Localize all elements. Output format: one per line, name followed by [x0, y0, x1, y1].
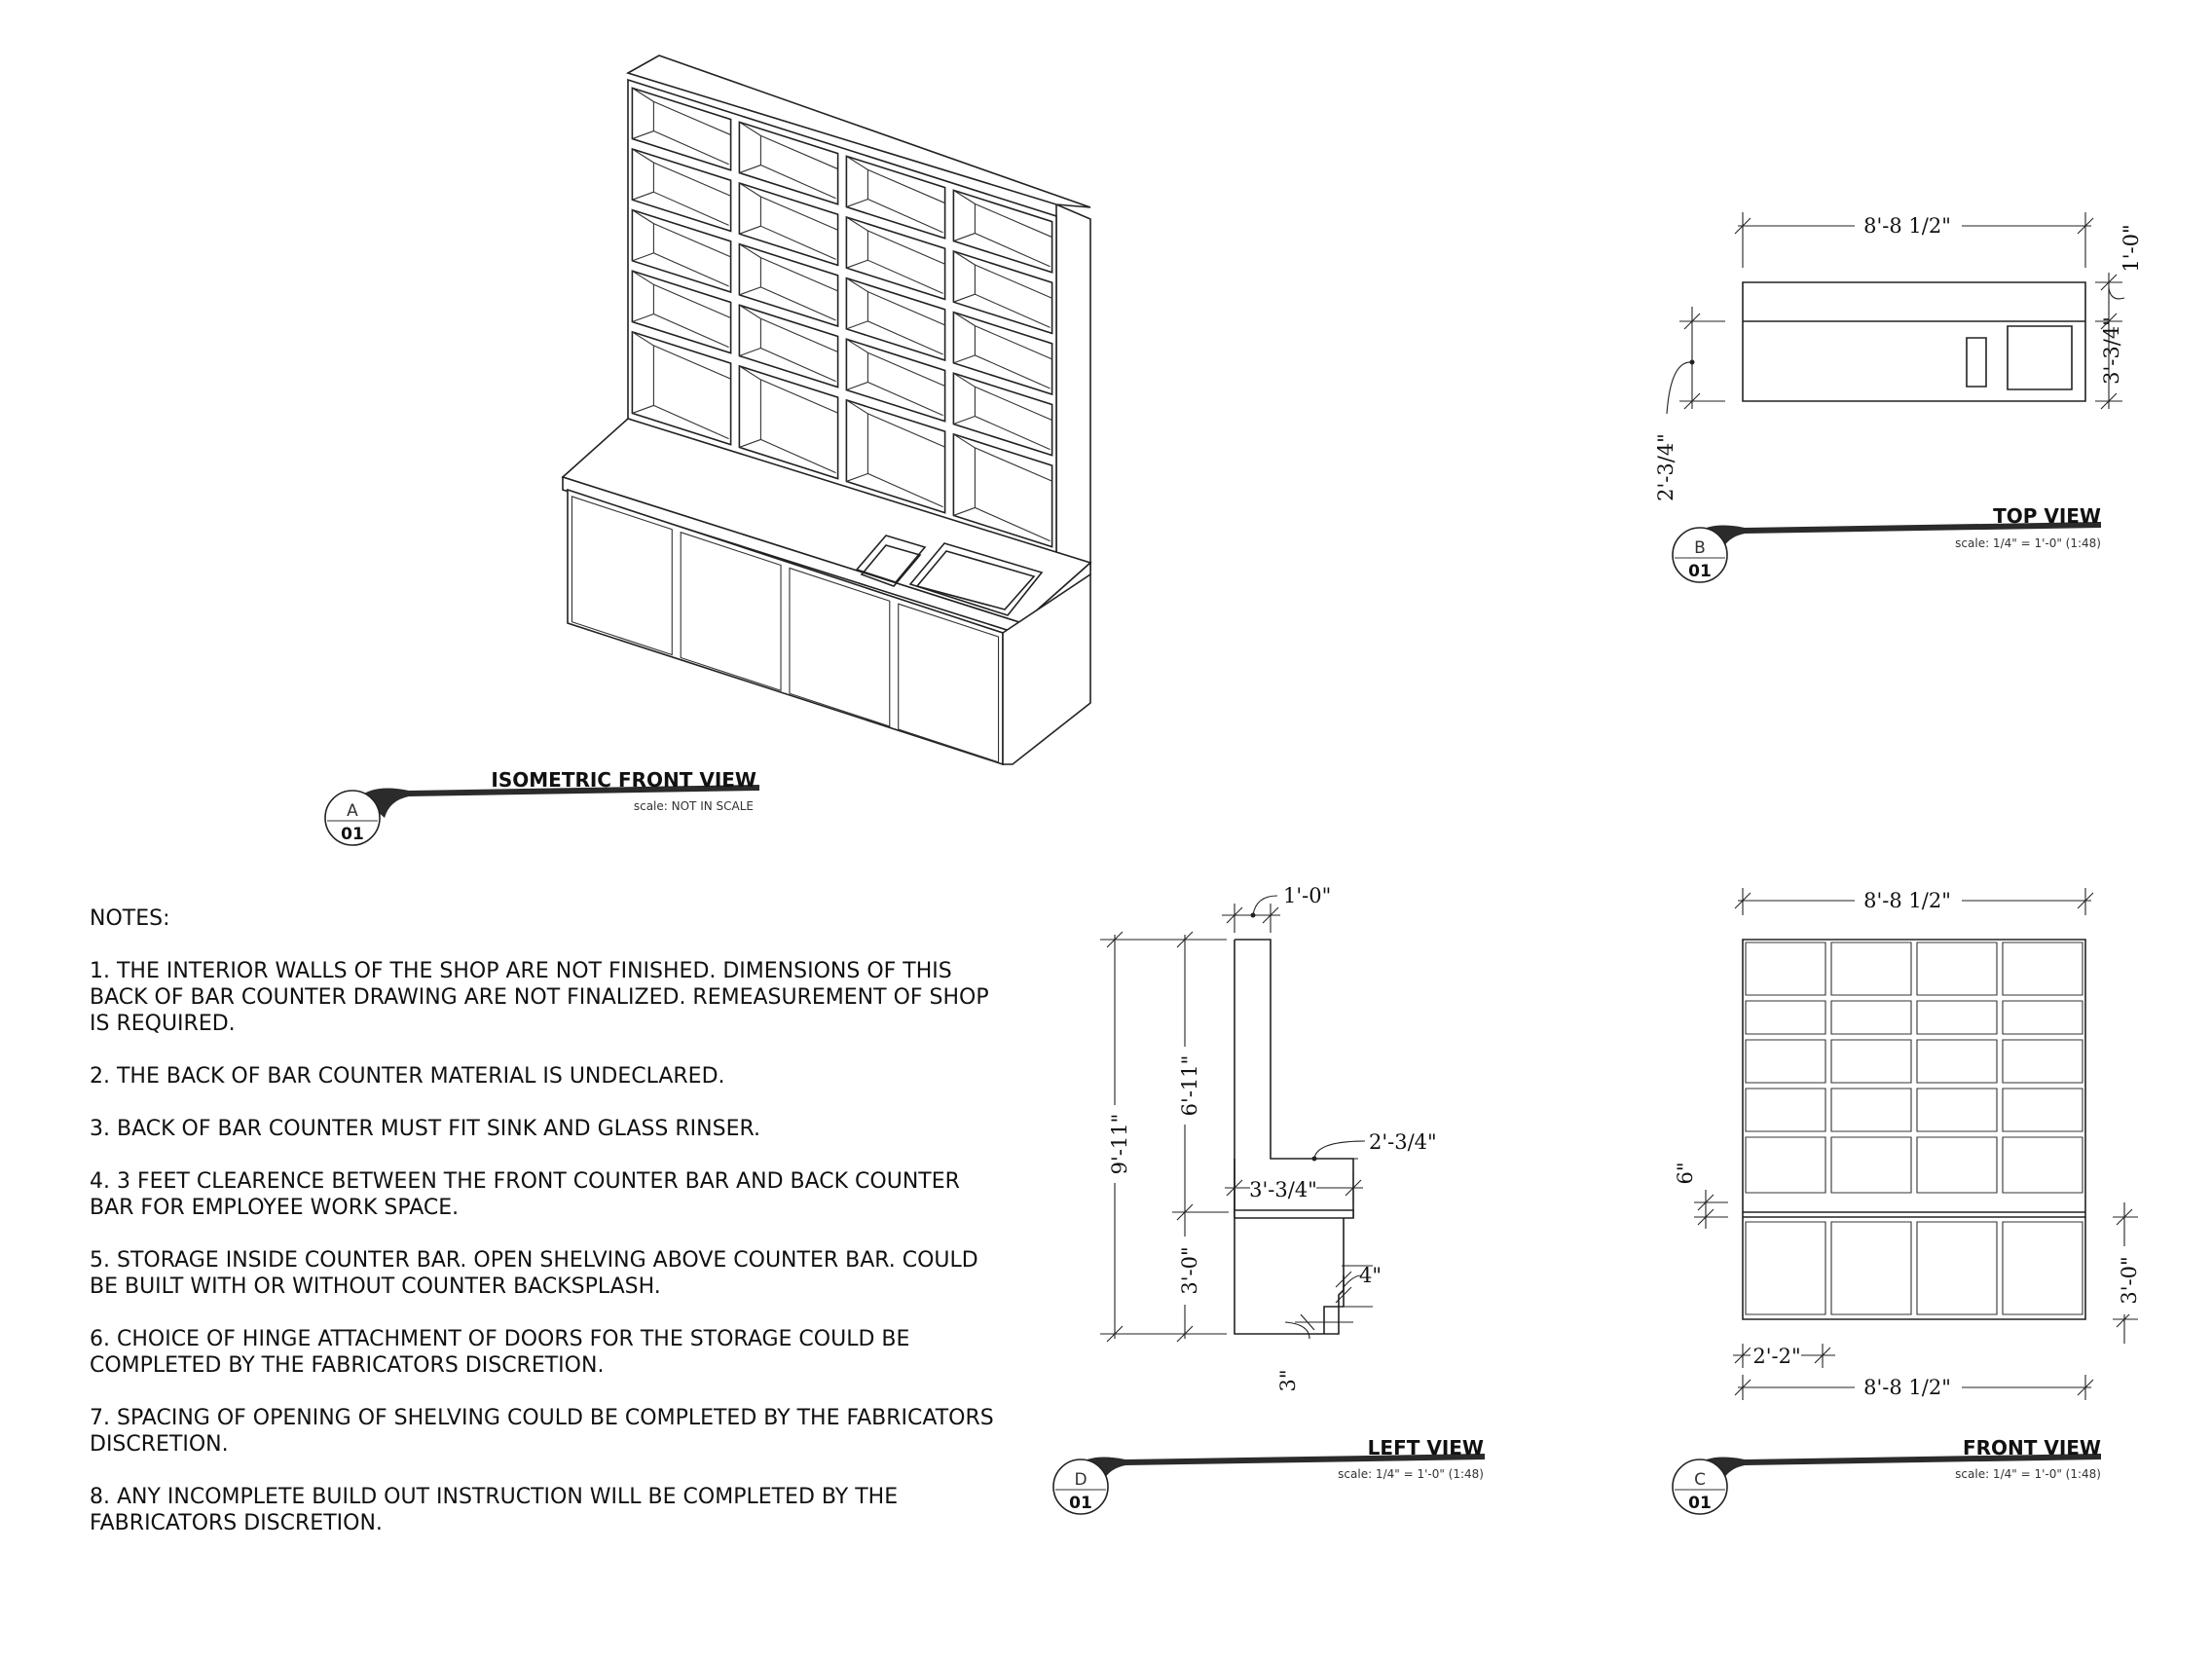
front-view-title: FRONT VIEW — [1962, 1436, 2101, 1459]
top-dim-depth: 1'-0" — [2120, 224, 2143, 273]
left-dim-counter-height: 3'-0" — [1178, 1246, 1201, 1295]
left-title-block — [1053, 1436, 1485, 1514]
note-item: 5. STORAGE INSIDE COUNTER BAR. OPEN SHELVING ABOVE COUNTER BAR. COULD BE BUILT WITH OR WITHOUT COUNTER BACKSPLASH. — [90, 1248, 978, 1299]
iso-view-title: ISOMETRIC FRONT VIEW — [491, 768, 756, 792]
left-dim-toe-height: 4" — [1359, 1264, 1382, 1287]
note-item: 4. 3 FEET CLEARENCE BETWEEN THE FRONT COUNTER BAR AND BACK COUNTER BAR FOR EMPLOYEE WORK SPACE. — [90, 1169, 960, 1220]
note-item: 7. SPACING OF OPENING OF SHELVING COULD BE COMPLETED BY THE FABRICATORS DISCRETION. — [90, 1406, 994, 1457]
left-dim-backsplash: 2'-3/4" — [1369, 1130, 1437, 1154]
note-item: 3. BACK OF BAR COUNTER MUST FIT SINK AND GLASS RINSER. — [90, 1117, 760, 1141]
top-outline — [1743, 282, 2085, 401]
front-dim-bottom-width: 8'-8 1/2" — [1863, 1376, 1951, 1399]
left-tag-letter: D — [1074, 1470, 1088, 1490]
iso-view-scale: scale: NOT IN SCALE — [633, 799, 754, 813]
top-tag-letter: B — [1694, 538, 1706, 558]
note-item: 6. CHOICE OF HINGE ATTACHMENT OF DOORS FOR THE STORAGE COULD BE COMPLETED BY THE FABRICATORS DISCRETION. — [90, 1327, 910, 1378]
left-view-scale: scale: 1/4" = 1'-0" (1:48) — [1338, 1467, 1484, 1481]
front-tag-letter: C — [1694, 1470, 1706, 1490]
left-tag-number: 01 — [1069, 1494, 1092, 1513]
left-view — [1053, 884, 1485, 1514]
left-view-title: LEFT VIEW — [1367, 1436, 1484, 1459]
front-tag-number: 01 — [1688, 1494, 1712, 1513]
isometric-front-view — [325, 55, 1090, 845]
left-dim-upper-height: 6'-11" — [1178, 1054, 1201, 1117]
top-dim-counter-depth: 3'-3/4" — [2100, 316, 2123, 385]
top-dim-width: 8'-8 1/2" — [1863, 214, 1951, 238]
front-title-block — [1673, 1436, 2101, 1514]
top-dim-backsplash: 2'-3/4" — [1654, 433, 1677, 501]
front-dim-door-width: 2'-2" — [1752, 1345, 1801, 1368]
top-tag-number: 01 — [1688, 562, 1712, 581]
front-view-scale: scale: 1/4" = 1'-0" (1:48) — [1955, 1467, 2101, 1481]
notes-block — [90, 905, 995, 1563]
note-item: 1. THE INTERIOR WALLS OF THE SHOP ARE NOT FINISHED. DIMENSIONS OF THIS BACK OF BAR COUNTER DRAWING ARE NOT FINALIZED. REMEASUREMENT OF SHOP IS REQUIRED. — [90, 959, 989, 1036]
front-outline — [1743, 940, 2085, 1319]
top-view-title: TOP VIEW — [1993, 504, 2101, 528]
front-dim-top-width: 8'-8 1/2" — [1863, 889, 1951, 912]
front-dim-counter-height: 3'-0" — [2118, 1256, 2141, 1305]
note-item: 2. THE BACK OF BAR COUNTER MATERIAL IS UNDECLARED. — [90, 1064, 725, 1089]
iso-shelf-side-panel — [1056, 204, 1090, 570]
iso-tag-letter: A — [347, 801, 358, 821]
iso-title-block — [325, 768, 759, 845]
left-dim-toe-depth: 3" — [1276, 1369, 1300, 1392]
left-dim-total-height: 9'-11" — [1108, 1113, 1131, 1175]
left-counter-top — [1235, 1210, 1353, 1218]
left-dim-top-depth: 1'-0" — [1283, 884, 1332, 907]
left-dim-counter-depth: 3'-3/4" — [1249, 1178, 1317, 1201]
front-dim-gap: 6" — [1674, 1162, 1697, 1185]
note-item: 8. ANY INCOMPLETE BUILD OUT INSTRUCTION WILL BE COMPLETED BY THE FABRICATORS DISCRETION. — [90, 1485, 899, 1535]
iso-tag-number: 01 — [341, 825, 364, 844]
top-view-scale: scale: 1/4" = 1'-0" (1:48) — [1955, 536, 2101, 550]
front-view — [1673, 888, 2141, 1514]
top-title-block — [1673, 504, 2101, 582]
left-profile — [1235, 940, 1353, 1334]
notes-heading: NOTES: — [90, 906, 170, 931]
top-view — [1654, 212, 2143, 582]
